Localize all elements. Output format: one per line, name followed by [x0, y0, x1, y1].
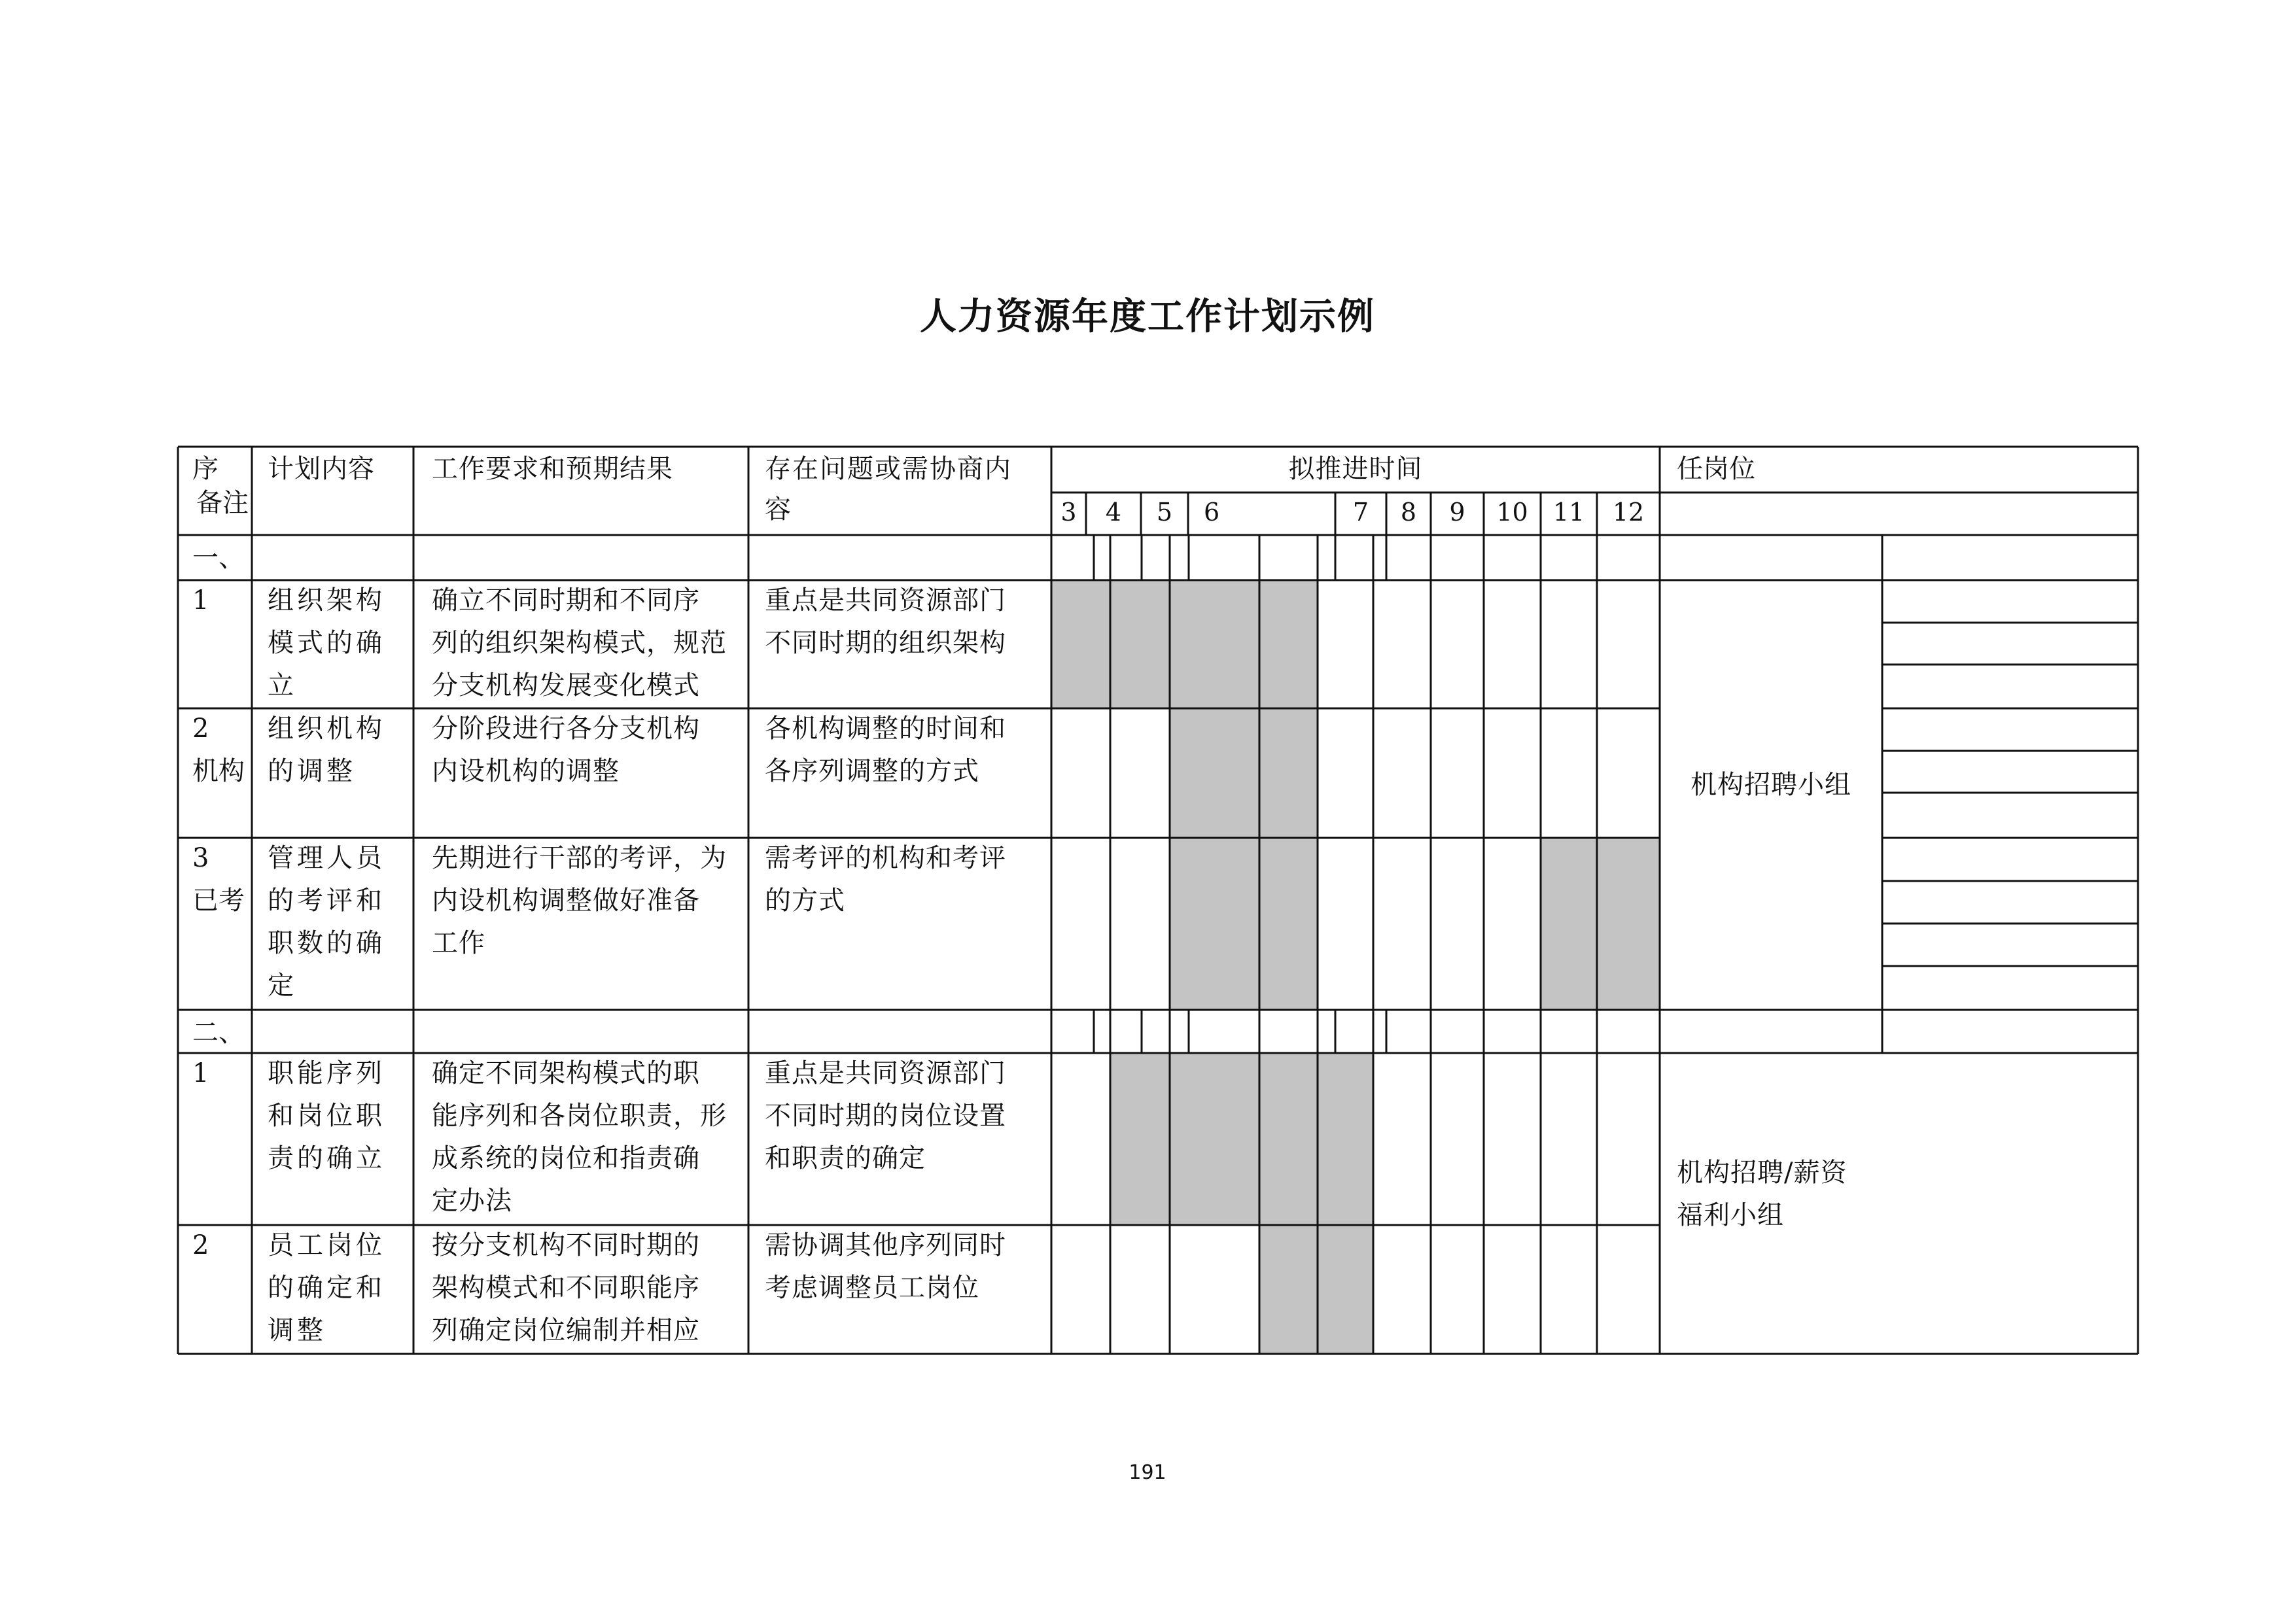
- schedule-bar: [1170, 1053, 1259, 1225]
- header-plan: 计划内容: [268, 454, 375, 484]
- page-number: 191: [1129, 1461, 1166, 1484]
- item-requirements: 内设机构的调整: [432, 756, 620, 786]
- item-plan: 职数的确: [268, 928, 385, 958]
- responsible-group: 机构招聘/薪资: [1677, 1158, 1848, 1188]
- header-responsible: 任岗位: [1677, 454, 1755, 484]
- item-plan: 职能序列: [268, 1058, 385, 1088]
- section-label: 二、: [192, 1018, 245, 1048]
- item-seq: 2: [192, 1230, 209, 1260]
- month-label: 5: [1156, 498, 1173, 527]
- schedule-bar: [1170, 838, 1259, 1010]
- header-remark: 备注: [196, 488, 249, 518]
- schedule-bar: [1318, 1225, 1373, 1354]
- page-title: 人力资源年度工作计划示例: [920, 296, 1375, 338]
- month-label: 3: [1060, 498, 1077, 527]
- month-label: 4: [1105, 498, 1122, 527]
- month-label: 9: [1449, 498, 1465, 527]
- item-requirements: 确定不同架构模式的职: [432, 1058, 700, 1088]
- item-plan: 调整: [268, 1315, 326, 1345]
- item-plan: 组织架构: [268, 585, 385, 615]
- item-issues: 各序列调整的方式: [765, 756, 979, 786]
- item-requirements: 内设机构调整做好准备: [432, 886, 700, 916]
- item-issues: 的方式: [765, 886, 845, 916]
- header-schedule: 拟推进时间: [1288, 454, 1423, 484]
- schedule-bar: [1170, 580, 1259, 708]
- section-label: 一、: [192, 543, 245, 573]
- item-plan: 管理人员: [268, 843, 385, 873]
- schedule-bar: [1541, 838, 1597, 1010]
- item-seq: 机构: [192, 756, 245, 786]
- month-label: 12: [1612, 498, 1645, 527]
- item-requirements: 列确定岗位编制并相应: [432, 1315, 700, 1345]
- item-issues: 需考评的机构和考评: [765, 843, 1006, 873]
- schedule-bar: [1259, 708, 1318, 838]
- month-label: 6: [1204, 498, 1220, 527]
- responsible-group: 机构招聘小组: [1691, 770, 1851, 800]
- item-seq: 3: [192, 843, 209, 873]
- header-issues-cont: 容: [765, 494, 791, 525]
- header-requirements: 工作要求和预期结果: [432, 454, 673, 484]
- item-seq: 1: [192, 585, 209, 615]
- item-issues: 重点是共同资源部门: [765, 585, 1006, 615]
- schedule-bar: [1318, 1053, 1373, 1225]
- responsible-group: 福利小组: [1677, 1200, 1784, 1230]
- header-seq: 序: [192, 454, 219, 484]
- month-label: 10: [1496, 498, 1528, 527]
- item-plan: 立: [268, 670, 297, 700]
- schedule-bar: [1110, 1053, 1170, 1225]
- item-seq: 1: [192, 1058, 209, 1088]
- month-label: 8: [1400, 498, 1417, 527]
- item-plan: 组织机构: [268, 714, 385, 744]
- item-requirements: 成系统的岗位和指责确: [432, 1143, 700, 1173]
- month-label: 7: [1352, 498, 1369, 527]
- item-requirements: 分支机构发展变化模式: [432, 670, 700, 700]
- item-plan: 和岗位职: [268, 1101, 385, 1131]
- item-plan: 责的确立: [268, 1143, 385, 1173]
- item-requirements: 工作: [432, 928, 485, 958]
- item-issues: 考虑调整员工岗位: [765, 1273, 979, 1303]
- item-plan: 定: [268, 971, 297, 1001]
- item-requirements: 列的组织架构模式，规范: [432, 628, 727, 658]
- schedule-bar: [1259, 838, 1318, 1010]
- item-plan: 的考评和: [268, 886, 385, 916]
- item-plan: 的调整: [268, 756, 356, 786]
- schedule-bar: [1259, 1225, 1318, 1354]
- item-requirements: 按分支机构不同时期的: [432, 1230, 700, 1260]
- item-seq: 2: [192, 714, 209, 744]
- item-plan: 员工岗位: [268, 1230, 385, 1260]
- schedule-bar: [1597, 838, 1660, 1010]
- item-issues: 重点是共同资源部门: [765, 1058, 1006, 1088]
- schedule-bar: [1110, 580, 1170, 708]
- item-plan: 的确定和: [268, 1273, 385, 1303]
- schedule-bar: [1051, 580, 1110, 708]
- item-requirements: 能序列和各岗位职责，形: [432, 1101, 727, 1131]
- item-requirements: 确立不同时期和不同序: [432, 585, 700, 615]
- schedule-bar: [1259, 580, 1318, 708]
- item-requirements: 定办法: [432, 1186, 512, 1216]
- item-requirements: 分阶段进行各分支机构: [432, 714, 700, 744]
- item-issues: 不同时期的组织架构: [765, 628, 1006, 658]
- schedule-bar: [1259, 1053, 1318, 1225]
- item-issues: 各机构调整的时间和: [765, 714, 1006, 744]
- schedule-bar: [1170, 708, 1259, 838]
- month-label: 11: [1552, 498, 1585, 527]
- item-seq: 已考: [192, 886, 245, 916]
- header-issues: 存在问题或需协商内: [765, 454, 1012, 484]
- item-issues: 和职责的确定: [765, 1143, 926, 1173]
- item-issues: 需协调其他序列同时: [765, 1230, 1006, 1260]
- item-plan: 模式的确: [268, 628, 385, 658]
- item-requirements: 先期进行干部的考评，为: [432, 843, 727, 873]
- item-requirements: 架构模式和不同职能序: [432, 1273, 700, 1303]
- item-issues: 不同时期的岗位设置: [765, 1101, 1006, 1131]
